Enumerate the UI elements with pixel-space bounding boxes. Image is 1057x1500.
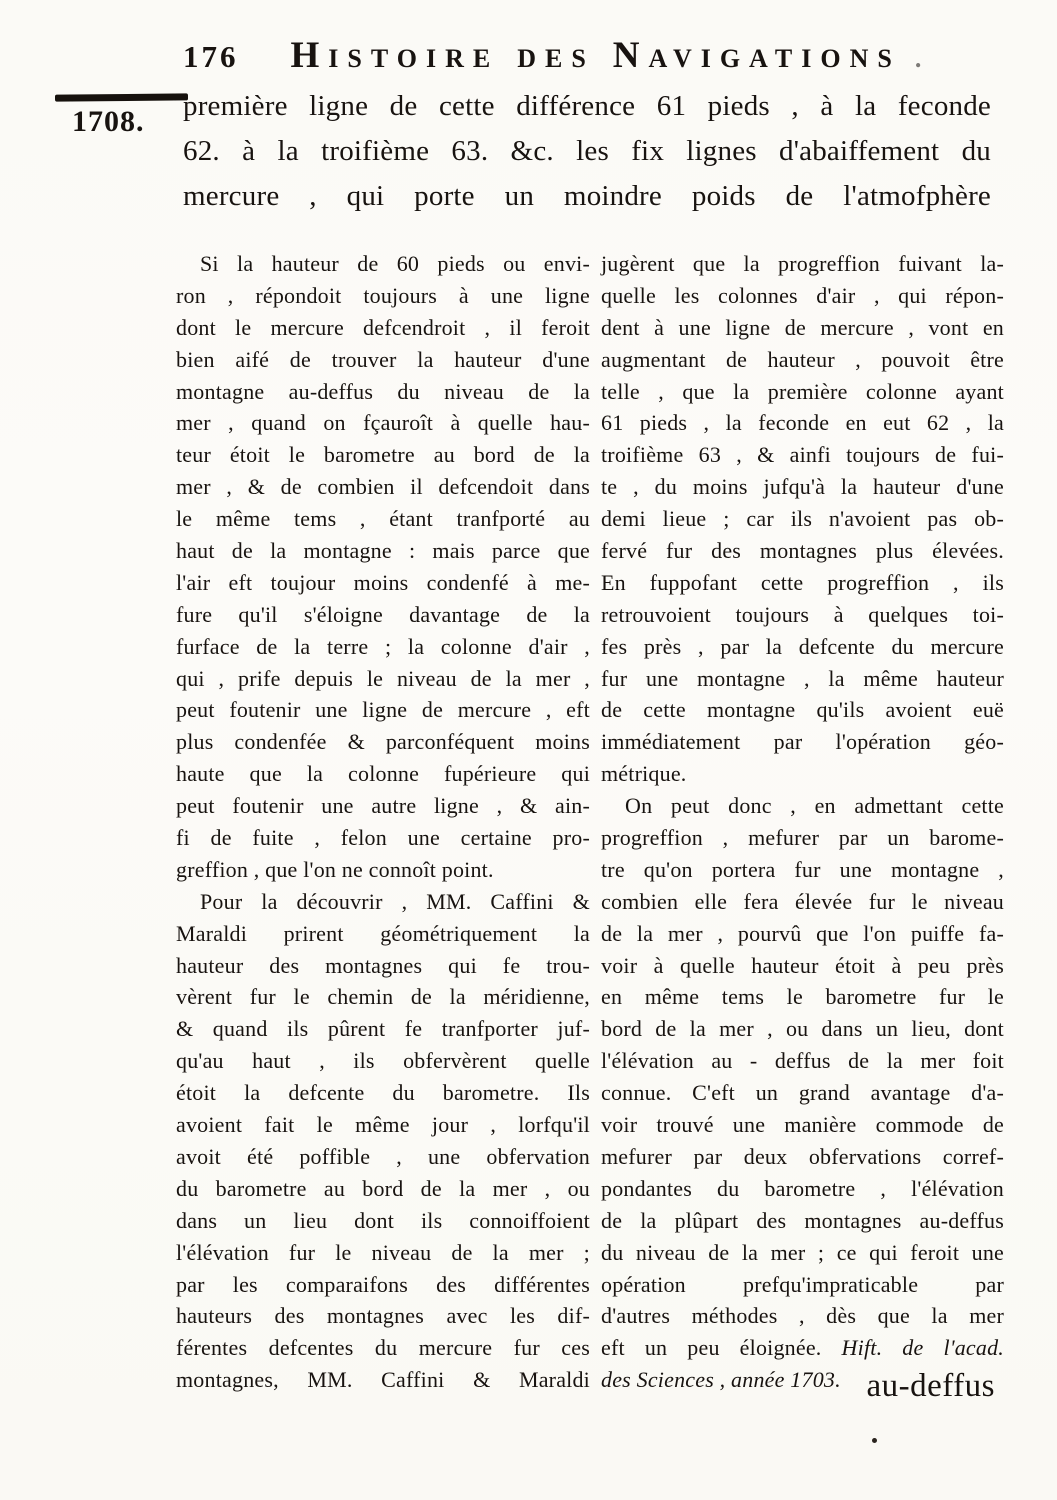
running-header xyxy=(183,34,997,77)
text-line: voir à quelle hauteur étoit à peu près xyxy=(601,952,1004,978)
text-line: qui , prife depuis le niveau de la mer , xyxy=(176,665,590,691)
text-line: fes près , par la defcente du mercure xyxy=(601,633,1004,659)
text-line: montagne au-deffus du niveau de la xyxy=(176,378,590,404)
text-line: voir trouvé une manière commode de xyxy=(601,1112,1004,1138)
citation-italic: des Sciences , année 1703. xyxy=(601,1367,841,1393)
text-line: métrique. xyxy=(601,761,687,787)
page-title: H ISTOIRE DES N AVIGATIONS . xyxy=(290,35,931,76)
page-number: 176 xyxy=(183,39,239,74)
text-line: mer , & de combien il defcendoit dans xyxy=(176,474,590,500)
text-line: dans un lieu dont ils connoiffoient xyxy=(176,1207,590,1233)
text-line: fur une montagne , la même hauteur xyxy=(601,665,1004,691)
text-line: première ligne de cette différence 61 pieds , à la feconde xyxy=(183,90,991,122)
text-line: ron , répondoit toujours à une ligne xyxy=(176,282,590,308)
text-line: l'élévation au - deffus de la mer foit xyxy=(601,1048,1004,1074)
ink-speck xyxy=(872,1438,877,1443)
header-period: . xyxy=(914,44,931,73)
text-line: mer , quand on fçauroît à quelle hau- xyxy=(176,410,590,436)
left-column xyxy=(176,248,590,1396)
text-line: bord de la mer , ou dans un lieu, dont xyxy=(601,1016,1004,1042)
title-initial-n: N xyxy=(612,35,649,76)
text-line: quelle les colonnes d'air , qui répon- xyxy=(601,282,1004,308)
text-line: augmentant de hauteur , pouvoit être xyxy=(601,346,1004,372)
text-line: furface de la terre ; la colonne d'air , xyxy=(176,633,590,659)
text-line: Maraldi prirent géométriquement la xyxy=(176,920,590,946)
margin-rule xyxy=(55,93,188,101)
text-line: peut foutenir une autre ligne , & ain- xyxy=(176,793,590,819)
text-line: te , du moins jufqu'à la hauteur d'une xyxy=(601,474,1004,500)
right-column xyxy=(601,248,1004,1396)
text-line: connue. C'eft un grand avantage d'a- xyxy=(601,1080,1004,1106)
text-line: haute que la colonne fupérieure qui xyxy=(176,761,590,787)
text-line: combien elle fera élevée fur le niveau xyxy=(601,888,1004,914)
text-run: eft un peu éloignée. xyxy=(601,1335,842,1361)
text-line: retrouvoient toujours à quelques toi- xyxy=(601,601,1004,627)
text-line: dont le mercure defcendroit , il feroit xyxy=(176,314,590,340)
text-line: & quand ils pûrent fe tranfporter juf- xyxy=(176,1016,590,1042)
intro-paragraph xyxy=(183,84,991,219)
text-line: avoient fait le même jour , lorfqu'il xyxy=(176,1112,590,1138)
citation-italic: Hift. de l'acad. xyxy=(841,1335,1004,1361)
text-line: du niveau de la mer ; ce qui feroit une xyxy=(601,1239,1004,1265)
text-line: Si la hauteur de 60 pieds ou envi- xyxy=(200,251,590,276)
text-line: le même tems , étant tranfporté au xyxy=(176,506,590,532)
text-line: hauteur des montagnes qui fe trou- xyxy=(176,952,590,978)
text-line: hauteurs des montagnes avec les dif- xyxy=(176,1303,590,1329)
text-line: l'élévation fur le niveau de la mer ; xyxy=(176,1239,590,1265)
text-line: d'autres méthodes , dès que la mer xyxy=(601,1303,1004,1329)
text-line: dent à une ligne de mercure , vont en xyxy=(601,314,1004,340)
text-line: demi lieue ; car ils n'avoient pas ob- xyxy=(601,506,1004,532)
text-line xyxy=(601,1332,1004,1364)
text-line: En fuppofant cette progreffion , ils xyxy=(601,569,1004,595)
text-line: progreffion , mefurer par un barome- xyxy=(601,825,1004,851)
text-line: mercure , qui porte un moindre poids de l'atmofphère xyxy=(183,180,991,212)
text-line: de la mer , pourvû que l'on puiffe fa- xyxy=(601,920,1004,946)
text-line: fure qu'il s'éloigne davantage de la xyxy=(176,601,590,627)
text-line: 62. à la troifième 63. &c. les fix lignes d'abaiffement du xyxy=(183,135,991,167)
text-line: Pour la découvrir , MM. Caffini & xyxy=(200,888,590,914)
text-line: teur étoit le barometre au bord de la xyxy=(176,442,590,468)
text-line: telle , que la première colonne ayant xyxy=(601,378,1004,404)
text-line: pondantes du barometre , l'élévation xyxy=(601,1175,1004,1201)
text-line: tre qu'on portera fur une montagne , xyxy=(601,856,1004,882)
text-line: 61 pieds , la feconde en eut 62 , la xyxy=(601,410,1004,436)
text-line: jugèrent que la progreffion fuivant la- xyxy=(601,251,1004,276)
text-line: fi de fuite , felon une certaine pro- xyxy=(176,825,590,851)
text-line: avoit été poffible , une obfervation xyxy=(176,1143,590,1169)
margin-year-note: 1708. xyxy=(72,105,145,138)
text-line: de cette montagne qu'ils avoient euë xyxy=(601,697,1004,723)
text-line: peut foutenir une ligne de mercure , eft xyxy=(176,697,590,723)
catchword: au-deffus xyxy=(866,1368,995,1404)
text-line: troifième 63 , & ainfi toujours de fui- xyxy=(601,442,1004,468)
text-line: mefurer par deux obfervations corref- xyxy=(601,1143,1004,1169)
text-line: étoit la defcente du barometre. Ils xyxy=(176,1080,590,1106)
text-line: plus condenfée & parconféquent moins xyxy=(176,729,590,755)
text-line: fervé fur des montagnes plus élevées. xyxy=(601,538,1004,564)
text-line: haut de la montagne : mais parce que xyxy=(176,538,590,564)
text-line: greffion , que l'on ne connoît point. xyxy=(176,856,494,882)
text-line: férentes defcentes du mercure fur ces xyxy=(176,1335,590,1361)
text-line: de la plûpart des montagnes au-deffus xyxy=(601,1207,1004,1233)
text-line: l'air eft toujour moins condenfé à me- xyxy=(176,569,590,595)
text-line: bien aifé de trouver la hauteur d'une xyxy=(176,346,590,372)
text-line: immédiatement par l'opération géo- xyxy=(601,729,1004,755)
text-line: On peut donc , en admettant cette xyxy=(625,793,1004,819)
text-line: opération prefqu'impraticable par xyxy=(601,1271,1004,1297)
text-line: montagnes, MM. Caffini & Maraldi xyxy=(176,1367,590,1393)
text-line: en même tems le barometre fur le xyxy=(601,984,1004,1010)
text-line: qu'au haut , ils obfervèrent quelle xyxy=(176,1048,590,1074)
title-initial-h: H xyxy=(290,35,329,76)
text-line: par les comparaifons des différentes xyxy=(176,1271,590,1297)
text-line: du barometre au bord de la mer , ou xyxy=(176,1175,590,1201)
text-line: vèrent fur le chemin de la méridienne, xyxy=(176,984,590,1010)
